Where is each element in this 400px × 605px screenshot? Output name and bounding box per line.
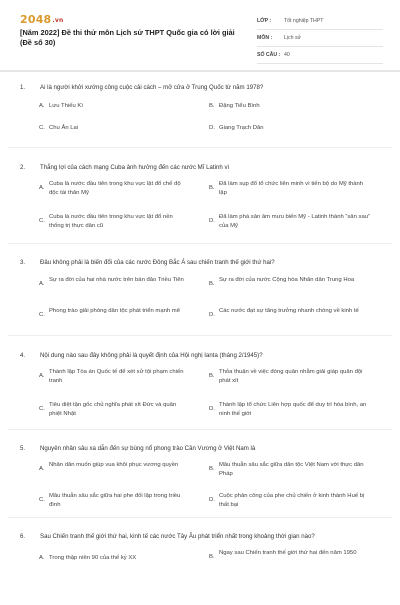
answer-option-a[interactable]: A. Trong thập niên 90 của thế kỷ XX [39, 554, 137, 561]
meta-value: Tốt nghiệp THPT [284, 18, 324, 24]
question-number: 3. [20, 259, 26, 266]
question-item [0, 344, 400, 437]
answer-option-a[interactable]: A. Thành lập Tòa án Quốc tế để xét xử tội phạm chiến tranh [39, 368, 184, 384]
answer-option-b[interactable]: B. Đặng Tiểu Bình [209, 102, 260, 109]
answer-option-b[interactable]: B. Ngay sau Chiến tranh thế giới thứ hai đến năm 1950 [209, 549, 357, 560]
question-divider [8, 429, 392, 430]
question-text: Nội dung nào sau đây không phải là quyết định của Hội nghị Ianta (tháng 2/1945)? [40, 352, 263, 359]
document-header [0, 0, 400, 64]
answer-option-c[interactable]: C. Cuba là nước đầu tiên trong khu vực lật đổ nền thống trị thực dân cũ [39, 213, 173, 229]
question-item [0, 525, 400, 605]
question-item [0, 156, 400, 251]
question-text: Đâu không phải là biến đổi của các nước Đông Bắc Á sau chiến tranh thế giới thứ hai? [40, 259, 275, 266]
answer-option-a[interactable]: A. Cuba là nước đầu tiên trong khu vực lật đổ chế độ độc tài thân Mỹ [39, 180, 181, 196]
question-text: Sau Chiến tranh thế giới thứ hai, kinh tế các nước Tây Âu phát triển nhất trong khoảng thời gian nào? [40, 533, 315, 540]
question-divider [8, 335, 392, 336]
question-item [0, 76, 400, 156]
meta-row-subject [257, 30, 383, 47]
answer-option-c[interactable]: C. Chu Ân Lai [39, 124, 79, 131]
answer-option-a[interactable]: A. Lưu Thiếu Kì [39, 102, 83, 109]
answer-option-d[interactable]: D. Đã làm phá sản âm mưu biến Mỹ - Latinh thành “sân sau” của Mỹ [209, 213, 370, 229]
answer-option-c[interactable]: C. Mâu thuẫn sâu sắc giữa hai phe đối lập trong triều đình [39, 492, 181, 508]
meta-row-class [257, 13, 383, 30]
meta-row-count [257, 47, 383, 64]
meta-label: SỐ CÂU : [257, 52, 281, 58]
header-separator [0, 70, 400, 72]
meta-label: MÔN : [257, 35, 273, 41]
answer-option-b[interactable]: B. Đã làm sụp đổ tổ chức liên minh vì tiến bộ do Mỹ thành lập [209, 180, 364, 196]
document-title: [Năm 2022] Đề thi thử môn Lịch sử THPT Quốc gia có lời giải (Đề số 30) [20, 28, 235, 47]
question-divider [8, 243, 392, 244]
question-number: 4. [20, 352, 26, 359]
answer-option-a[interactable]: A. Nhân dân muốn giúp vua khôi phục vương quyền [39, 461, 179, 472]
answer-option-a[interactable]: A. Sự ra đời của hai nhà nước trên bán đảo Triều Tiên [39, 276, 184, 287]
answer-option-d[interactable]: D. Giang Trạch Dân [209, 124, 264, 131]
answer-option-d[interactable]: D. Thành lập tổ chức Liên hợp quốc để duy trì hòa bình, an ninh thế giới [209, 401, 367, 417]
question-text: Ai là người khởi xướng công cuộc cải cách – mở cửa ở Trung Quốc từ năm 1978? [40, 84, 264, 91]
question-number: 2. [20, 164, 26, 171]
meta-value: 40 [284, 52, 290, 58]
question-text: Nguyên nhân sâu xa dẫn đến sự bùng nổ phong trào Cần Vương ở Việt Nam là [40, 445, 256, 452]
meta-value: Lịch sử [284, 35, 302, 41]
answer-option-d[interactable]: D. Các nước đạt sự tăng trưởng nhanh chóng về kinh tế [209, 307, 359, 318]
site-logo[interactable]: 2048.vn [20, 13, 64, 26]
question-number: 6. [20, 533, 26, 540]
question-list [0, 76, 400, 605]
question-divider [8, 517, 392, 518]
answer-option-d[interactable]: D. Cuộc phản công của phe chủ chiến ở kinh thành Huế bị thất bại [209, 492, 365, 508]
answer-option-b[interactable]: B. Mâu thuẫn sâu sắc giữa dân tộc Việt Nam với thực dân Pháp [209, 461, 364, 477]
question-item [0, 437, 400, 525]
answer-option-c[interactable]: C. Phong trào giải phóng dân tộc phát triển mạnh mẽ [39, 307, 180, 318]
answer-option-c[interactable]: C. Tiêu diệt tận gốc chủ nghĩa phát xít Đức và quân phiệt Nhật [39, 401, 177, 417]
document-meta [257, 13, 383, 64]
question-number: 1. [20, 84, 26, 91]
question-number: 5. [20, 445, 26, 452]
answer-option-b[interactable]: B. Sự ra đời của nước Cộng hòa Nhân dân Trung Hoa [209, 276, 355, 287]
answer-option-b[interactable]: B. Thỏa thuận về việc đóng quân nhằm giải giáp quân đội phát xít [209, 368, 363, 384]
question-divider [8, 147, 392, 148]
meta-label: LỚP : [257, 18, 272, 24]
question-text: Thắng lợi của cách mạng Cuba ảnh hưởng đến các nước Mĩ Latinh vì [40, 164, 230, 171]
question-item [0, 251, 400, 344]
